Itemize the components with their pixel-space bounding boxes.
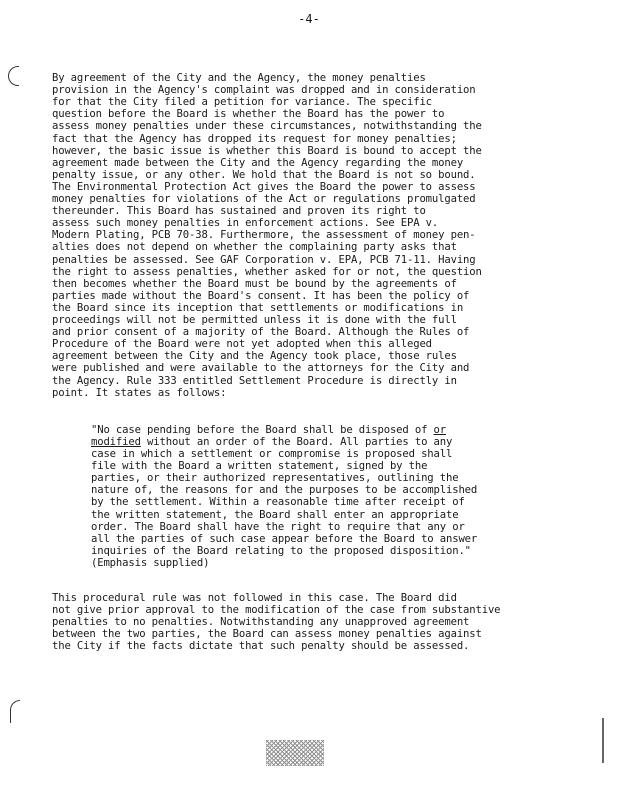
body-line: between the two parties, the Board can assess money penalties against: [52, 628, 482, 641]
body-line: penalties be assessed. See GAF Corporation v. EPA, PCB 71-11. Having: [52, 253, 476, 266]
quote-line: order. The Board shall have the right to require that any or: [91, 520, 465, 533]
body-line: provision in the Agency's complaint was dropped and in consideration: [52, 84, 476, 97]
body-line: By agreement of the City and the Agency, the money penalties: [52, 72, 426, 84]
body-line: agreement made between the City and the Agency regarding the money: [52, 156, 464, 169]
body-line: for that the City filed a petition for variance. The specific: [52, 96, 432, 109]
quote-line: all the parties of such case appear before the Board to answer: [91, 532, 478, 545]
body-line: parties made without the Board's consent. It has been the policy of: [52, 289, 470, 302]
body-line: the City if the facts dictate that such penalty should be assessed.: [52, 640, 470, 653]
quote-line: [91, 436, 452, 448]
page-number: -4-: [298, 12, 320, 26]
body-line: not give prior approval to the modification of the case from substantive: [52, 604, 501, 617]
emphasis-text: modified: [91, 436, 141, 448]
binder-hole-mark-bottom: [10, 700, 20, 723]
body-line: point. It states as follows:: [52, 386, 227, 399]
body-line: assess money penalties under these circumstances, notwithstanding the: [52, 120, 482, 133]
body-line: penalty issue, or any other. We hold that the Board is not so bound.: [52, 168, 476, 181]
quote-line: inquiries of the Board relating to the proposed disposition.": [91, 544, 471, 557]
body-line: proceedings will not be permitted unless it is done with the full: [52, 314, 457, 326]
body-line: penalties to no penalties. Notwithstanding any unapproved agreement: [52, 616, 470, 629]
quote-line-text: "No case pending before the Board shall be disposed of: [91, 424, 434, 436]
body-line: Modern Plating, PCB 70-38. Furthermore, the assessment of money pen-: [52, 229, 476, 242]
quote-line: by the settlement. Within a reasonable time after receipt of: [91, 496, 465, 509]
body-line: agreement between the City and the Agency took place, those rules: [52, 350, 457, 363]
quote-line: [91, 424, 446, 436]
body-line: then becomes whether the Board must be bound by the agreements of: [52, 277, 457, 290]
quote-line: parties, or their authorized representatives, outlining the: [91, 472, 459, 485]
quote-line: case in which a settlement or compromise is proposed shall: [91, 448, 453, 460]
body-line: were published and were available to the attorneys for the City and: [52, 362, 470, 375]
body-line: This procedural rule was not followed in this case. The Board did: [52, 592, 457, 604]
body-line: the Board since its inception that settlements or modifications in: [52, 301, 464, 314]
body-line: and prior consent of a majority of the Board. Although the Rules of: [52, 326, 470, 339]
quote-line-text: without an order of the Board. All parties to any: [140, 436, 453, 448]
quote-line: (Emphasis supplied): [91, 556, 210, 569]
body-line: the right to assess penalties, whether asked for or not, the question: [52, 265, 482, 278]
edge-mark: [602, 718, 604, 763]
emphasis-text: or: [433, 424, 447, 436]
body-line: thereunder. This Board has sustained and proven its right to: [52, 205, 426, 218]
body-line: Procedure of the Board were not yet adopted when this alleged: [52, 338, 432, 351]
body-line: alties does not depend on whether the complaining party asks that: [52, 241, 457, 254]
body-line: however, the basic issue is whether this Board is bound to accept the: [52, 144, 482, 157]
binder-hole-mark-top: [8, 66, 19, 86]
quote-line: nature of, the reasons for and the purposes to be accomplished: [91, 484, 478, 497]
body-line: assess such money penalties in enforcement actions. See EPA v.: [52, 217, 439, 230]
quote-line: the written statement, the Board shall enter an appropriate: [91, 508, 459, 521]
quote-line: file with the Board a written statement, signed by the: [91, 460, 428, 473]
body-line: money penalties for violations of the Act or regulations promulgated: [52, 193, 476, 205]
body-line: the Agency. Rule 333 entitled Settlement Procedure is directly in: [52, 374, 457, 387]
body-line: The Environmental Protection Act gives the Board the power to assess: [52, 180, 476, 193]
body-line: question before the Board is whether the Board has the power to: [52, 108, 445, 121]
archive-stamp-image: [266, 740, 324, 766]
body-line: fact that the Agency has dropped its request for money penalties;: [52, 132, 457, 145]
